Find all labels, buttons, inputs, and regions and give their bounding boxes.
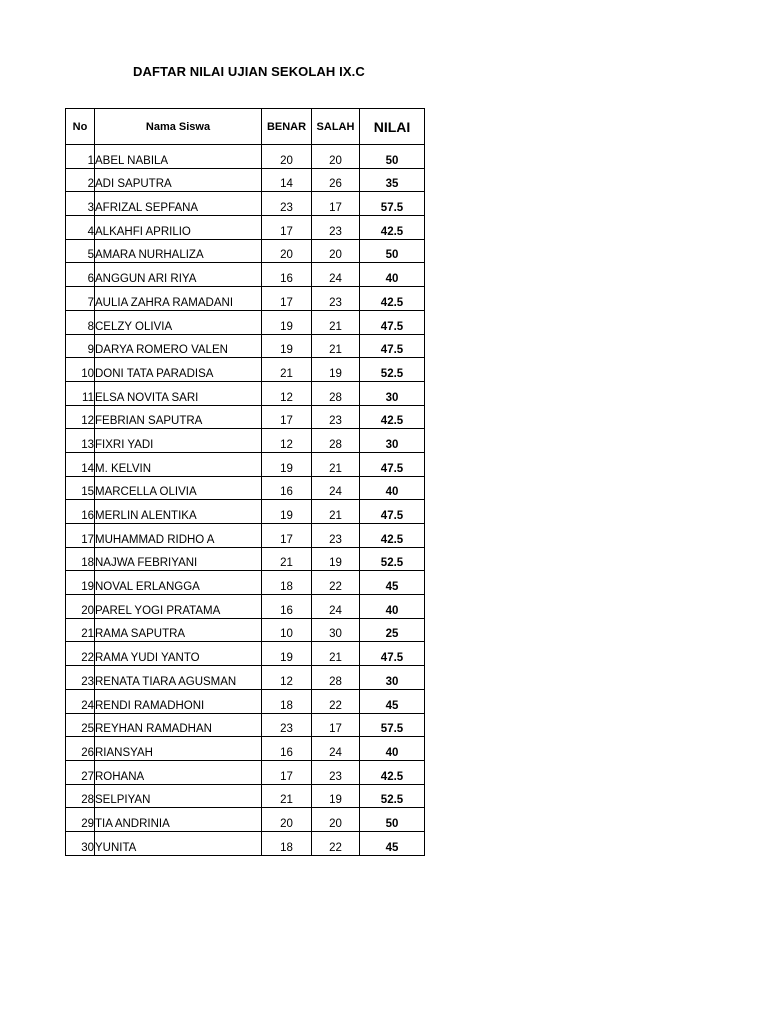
cell-nilai: 42.5 bbox=[360, 524, 425, 548]
table-row bbox=[66, 760, 425, 784]
header-salah: SALAH bbox=[312, 109, 360, 145]
cell-student-name: YUNITA bbox=[95, 831, 262, 855]
cell-student-name: AFRIZAL SEPFANA bbox=[95, 192, 262, 216]
table-row bbox=[66, 145, 425, 169]
cell-benar: 10 bbox=[262, 618, 312, 642]
cell-no: 21 bbox=[66, 618, 95, 642]
cell-benar: 17 bbox=[262, 760, 312, 784]
cell-salah: 28 bbox=[312, 666, 360, 690]
cell-nilai: 47.5 bbox=[360, 452, 425, 476]
cell-no: 25 bbox=[66, 713, 95, 737]
cell-benar: 17 bbox=[262, 524, 312, 548]
table-row bbox=[66, 334, 425, 358]
cell-benar: 21 bbox=[262, 358, 312, 382]
cell-nilai: 50 bbox=[360, 145, 425, 169]
table-row bbox=[66, 405, 425, 429]
cell-nilai: 47.5 bbox=[360, 642, 425, 666]
table-header-row bbox=[66, 109, 425, 145]
table-row bbox=[66, 358, 425, 382]
cell-salah: 21 bbox=[312, 500, 360, 524]
table-row bbox=[66, 216, 425, 240]
cell-benar: 19 bbox=[262, 642, 312, 666]
cell-nilai: 40 bbox=[360, 476, 425, 500]
cell-student-name: FEBRIAN SAPUTRA bbox=[95, 405, 262, 429]
cell-student-name: FIXRI YADI bbox=[95, 429, 262, 453]
cell-student-name: DARYA ROMERO VALEN bbox=[95, 334, 262, 358]
table-row bbox=[66, 310, 425, 334]
cell-salah: 28 bbox=[312, 429, 360, 453]
table-row bbox=[66, 713, 425, 737]
table-row bbox=[66, 287, 425, 311]
table-row bbox=[66, 808, 425, 832]
table-row bbox=[66, 666, 425, 690]
cell-nilai: 52.5 bbox=[360, 547, 425, 571]
cell-no: 22 bbox=[66, 642, 95, 666]
cell-nilai: 42.5 bbox=[360, 287, 425, 311]
table-row bbox=[66, 192, 425, 216]
header-benar: BENAR bbox=[262, 109, 312, 145]
cell-no: 17 bbox=[66, 524, 95, 548]
cell-nilai: 30 bbox=[360, 381, 425, 405]
cell-student-name: AULIA ZAHRA RAMADANI bbox=[95, 287, 262, 311]
cell-student-name: MUHAMMAD RIDHO A bbox=[95, 524, 262, 548]
cell-salah: 21 bbox=[312, 310, 360, 334]
cell-no: 11 bbox=[66, 381, 95, 405]
cell-benar: 20 bbox=[262, 239, 312, 263]
cell-nilai: 47.5 bbox=[360, 500, 425, 524]
table-row bbox=[66, 168, 425, 192]
cell-salah: 20 bbox=[312, 239, 360, 263]
table-row bbox=[66, 429, 425, 453]
cell-salah: 17 bbox=[312, 192, 360, 216]
cell-benar: 17 bbox=[262, 216, 312, 240]
cell-student-name: ANGGUN ARI RIYA bbox=[95, 263, 262, 287]
cell-nilai: 50 bbox=[360, 239, 425, 263]
table-row bbox=[66, 642, 425, 666]
cell-student-name: CELZY OLIVIA bbox=[95, 310, 262, 334]
cell-salah: 19 bbox=[312, 547, 360, 571]
cell-student-name: TIA ANDRINIA bbox=[95, 808, 262, 832]
cell-salah: 24 bbox=[312, 263, 360, 287]
cell-benar: 16 bbox=[262, 737, 312, 761]
cell-benar: 23 bbox=[262, 713, 312, 737]
cell-nilai: 45 bbox=[360, 689, 425, 713]
cell-student-name: ELSA NOVITA SARI bbox=[95, 381, 262, 405]
cell-no: 2 bbox=[66, 168, 95, 192]
cell-nilai: 42.5 bbox=[360, 760, 425, 784]
cell-salah: 21 bbox=[312, 642, 360, 666]
cell-student-name: ALKAHFI APRILIO bbox=[95, 216, 262, 240]
table-row bbox=[66, 452, 425, 476]
cell-salah: 24 bbox=[312, 595, 360, 619]
cell-student-name: NOVAL ERLANGGA bbox=[95, 571, 262, 595]
cell-benar: 19 bbox=[262, 500, 312, 524]
cell-nilai: 57.5 bbox=[360, 713, 425, 737]
cell-salah: 23 bbox=[312, 216, 360, 240]
table-row bbox=[66, 476, 425, 500]
cell-student-name: RENATA TIARA AGUSMAN bbox=[95, 666, 262, 690]
cell-student-name: ABEL NABILA bbox=[95, 145, 262, 169]
cell-benar: 16 bbox=[262, 476, 312, 500]
cell-no: 3 bbox=[66, 192, 95, 216]
cell-student-name: AMARA NURHALIZA bbox=[95, 239, 262, 263]
cell-no: 12 bbox=[66, 405, 95, 429]
cell-student-name: RAMA SAPUTRA bbox=[95, 618, 262, 642]
cell-nilai: 30 bbox=[360, 429, 425, 453]
cell-student-name: DONI TATA PARADISA bbox=[95, 358, 262, 382]
cell-salah: 23 bbox=[312, 524, 360, 548]
cell-nilai: 47.5 bbox=[360, 310, 425, 334]
cell-salah: 28 bbox=[312, 381, 360, 405]
cell-benar: 20 bbox=[262, 808, 312, 832]
cell-benar: 21 bbox=[262, 547, 312, 571]
cell-benar: 16 bbox=[262, 263, 312, 287]
cell-no: 23 bbox=[66, 666, 95, 690]
document-title: DAFTAR NILAI UJIAN SEKOLAH IX.C bbox=[133, 64, 365, 79]
cell-salah: 20 bbox=[312, 145, 360, 169]
cell-salah: 22 bbox=[312, 689, 360, 713]
cell-no: 6 bbox=[66, 263, 95, 287]
cell-no: 18 bbox=[66, 547, 95, 571]
cell-benar: 16 bbox=[262, 595, 312, 619]
cell-no: 24 bbox=[66, 689, 95, 713]
cell-nilai: 30 bbox=[360, 666, 425, 690]
grades-table bbox=[65, 108, 425, 856]
cell-benar: 18 bbox=[262, 689, 312, 713]
cell-benar: 12 bbox=[262, 429, 312, 453]
cell-nilai: 35 bbox=[360, 168, 425, 192]
cell-salah: 30 bbox=[312, 618, 360, 642]
table-row bbox=[66, 618, 425, 642]
cell-benar: 18 bbox=[262, 571, 312, 595]
cell-student-name: RENDI RAMADHONI bbox=[95, 689, 262, 713]
cell-student-name: ROHANA bbox=[95, 760, 262, 784]
cell-no: 8 bbox=[66, 310, 95, 334]
cell-no: 9 bbox=[66, 334, 95, 358]
cell-no: 5 bbox=[66, 239, 95, 263]
header-nilai: NILAI bbox=[360, 109, 425, 145]
cell-no: 14 bbox=[66, 452, 95, 476]
cell-nilai: 40 bbox=[360, 595, 425, 619]
cell-salah: 19 bbox=[312, 784, 360, 808]
cell-nilai: 42.5 bbox=[360, 405, 425, 429]
cell-salah: 26 bbox=[312, 168, 360, 192]
cell-salah: 24 bbox=[312, 476, 360, 500]
cell-salah: 17 bbox=[312, 713, 360, 737]
cell-no: 28 bbox=[66, 784, 95, 808]
cell-salah: 21 bbox=[312, 452, 360, 476]
cell-benar: 12 bbox=[262, 381, 312, 405]
cell-no: 1 bbox=[66, 145, 95, 169]
table-row bbox=[66, 500, 425, 524]
cell-benar: 18 bbox=[262, 831, 312, 855]
cell-student-name: SELPIYAN bbox=[95, 784, 262, 808]
cell-benar: 19 bbox=[262, 452, 312, 476]
cell-nilai: 47.5 bbox=[360, 334, 425, 358]
cell-benar: 14 bbox=[262, 168, 312, 192]
table-row bbox=[66, 239, 425, 263]
cell-no: 19 bbox=[66, 571, 95, 595]
cell-no: 16 bbox=[66, 500, 95, 524]
cell-no: 27 bbox=[66, 760, 95, 784]
cell-benar: 17 bbox=[262, 405, 312, 429]
cell-student-name: NAJWA FEBRIYANI bbox=[95, 547, 262, 571]
cell-salah: 20 bbox=[312, 808, 360, 832]
cell-nilai: 40 bbox=[360, 263, 425, 287]
table-row bbox=[66, 381, 425, 405]
cell-nilai: 25 bbox=[360, 618, 425, 642]
cell-nilai: 42.5 bbox=[360, 216, 425, 240]
table-row bbox=[66, 737, 425, 761]
cell-student-name: RIANSYAH bbox=[95, 737, 262, 761]
cell-salah: 23 bbox=[312, 760, 360, 784]
table-row bbox=[66, 784, 425, 808]
cell-no: 10 bbox=[66, 358, 95, 382]
cell-student-name: M. KELVIN bbox=[95, 452, 262, 476]
table-row bbox=[66, 595, 425, 619]
cell-benar: 19 bbox=[262, 310, 312, 334]
cell-nilai: 40 bbox=[360, 737, 425, 761]
cell-no: 15 bbox=[66, 476, 95, 500]
cell-salah: 22 bbox=[312, 831, 360, 855]
cell-no: 4 bbox=[66, 216, 95, 240]
table-row bbox=[66, 263, 425, 287]
cell-benar: 17 bbox=[262, 287, 312, 311]
cell-benar: 19 bbox=[262, 334, 312, 358]
cell-nilai: 57.5 bbox=[360, 192, 425, 216]
cell-benar: 20 bbox=[262, 145, 312, 169]
cell-nilai: 50 bbox=[360, 808, 425, 832]
table-row bbox=[66, 547, 425, 571]
cell-benar: 23 bbox=[262, 192, 312, 216]
table-row bbox=[66, 689, 425, 713]
cell-nilai: 52.5 bbox=[360, 358, 425, 382]
table-body bbox=[66, 145, 425, 856]
cell-benar: 21 bbox=[262, 784, 312, 808]
cell-student-name: RAMA YUDI YANTO bbox=[95, 642, 262, 666]
cell-nilai: 52.5 bbox=[360, 784, 425, 808]
cell-student-name: PAREL YOGI PRATAMA bbox=[95, 595, 262, 619]
table-row bbox=[66, 831, 425, 855]
cell-nilai: 45 bbox=[360, 571, 425, 595]
cell-salah: 19 bbox=[312, 358, 360, 382]
cell-nilai: 45 bbox=[360, 831, 425, 855]
cell-no: 13 bbox=[66, 429, 95, 453]
cell-student-name: ADI SAPUTRA bbox=[95, 168, 262, 192]
cell-salah: 21 bbox=[312, 334, 360, 358]
cell-no: 30 bbox=[66, 831, 95, 855]
header-name: Nama Siswa bbox=[95, 109, 262, 145]
cell-no: 20 bbox=[66, 595, 95, 619]
cell-no: 26 bbox=[66, 737, 95, 761]
cell-salah: 23 bbox=[312, 287, 360, 311]
cell-salah: 22 bbox=[312, 571, 360, 595]
cell-salah: 23 bbox=[312, 405, 360, 429]
header-no: No bbox=[66, 109, 95, 145]
table-row bbox=[66, 524, 425, 548]
cell-benar: 12 bbox=[262, 666, 312, 690]
table-row bbox=[66, 571, 425, 595]
cell-student-name: MERLIN ALENTIKA bbox=[95, 500, 262, 524]
cell-no: 7 bbox=[66, 287, 95, 311]
cell-salah: 24 bbox=[312, 737, 360, 761]
cell-student-name: REYHAN RAMADHAN bbox=[95, 713, 262, 737]
cell-no: 29 bbox=[66, 808, 95, 832]
cell-student-name: MARCELLA OLIVIA bbox=[95, 476, 262, 500]
